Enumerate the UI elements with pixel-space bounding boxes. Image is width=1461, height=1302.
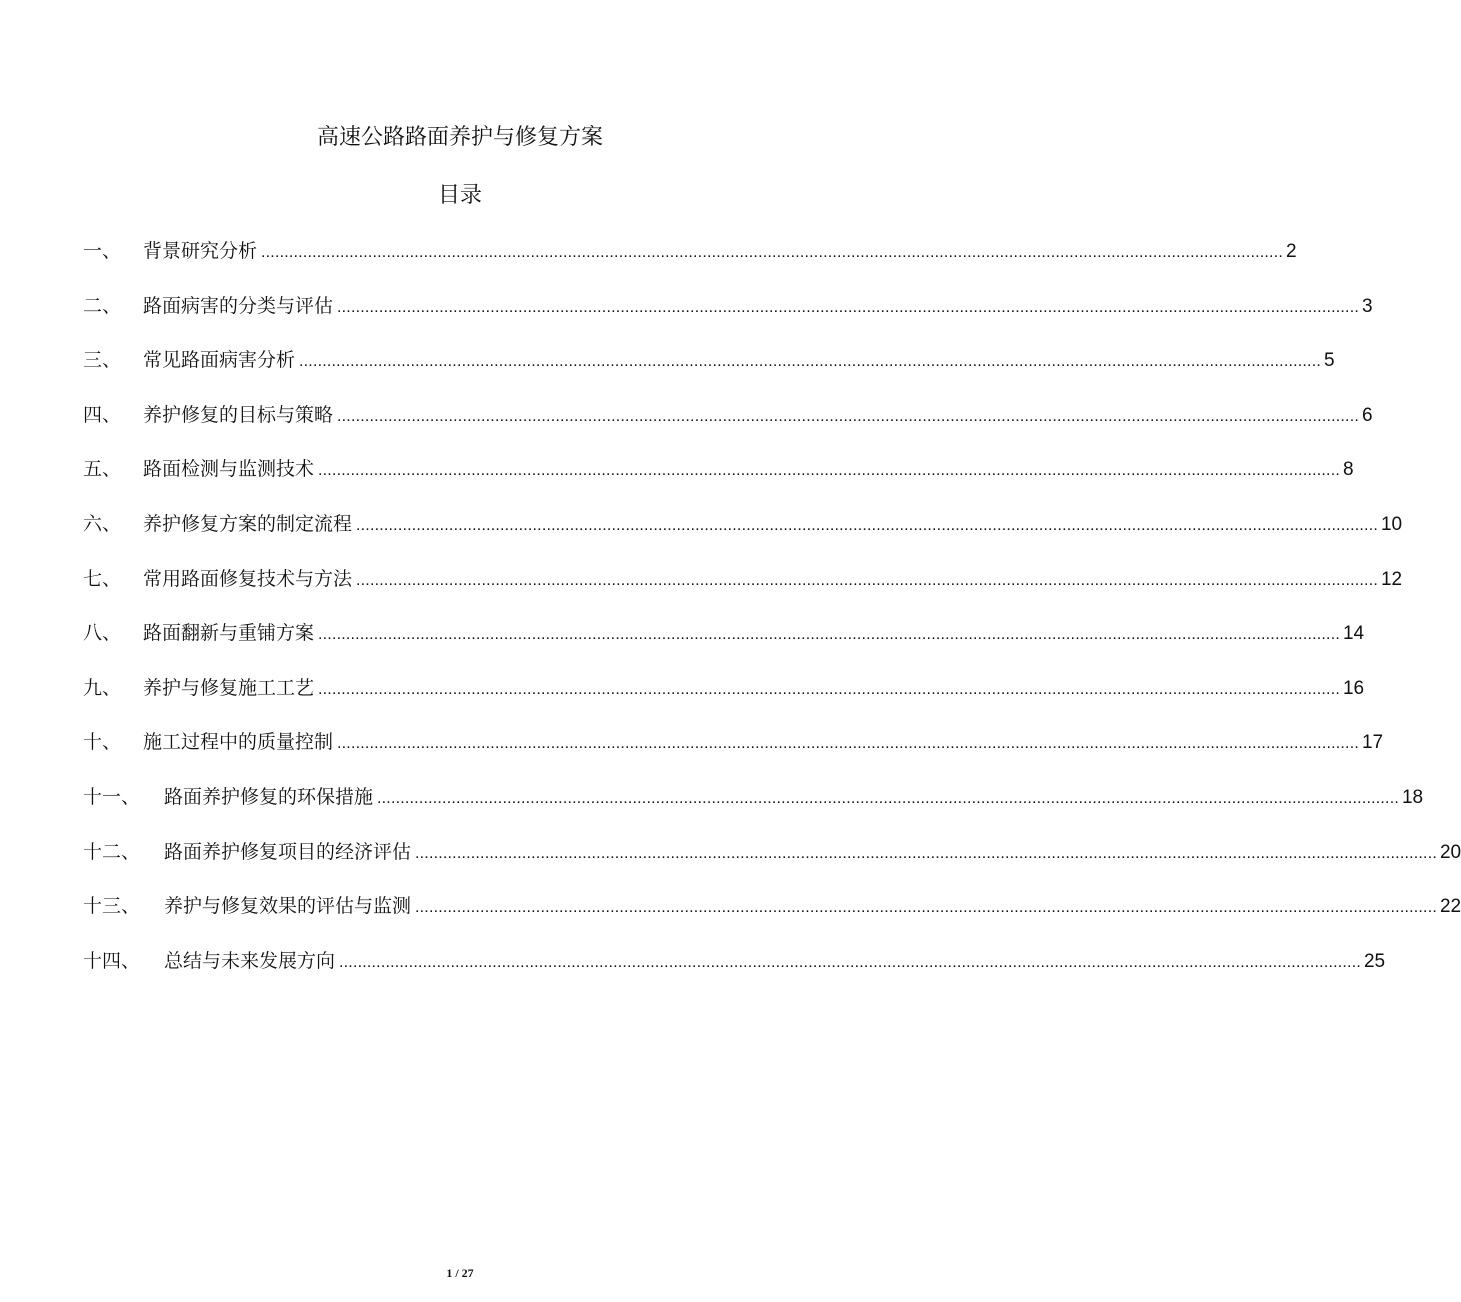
toc-entry-title: 养护修复方案的制定流程 xyxy=(143,512,353,535)
page-number-footer: 1 / 27 xyxy=(446,1266,474,1280)
toc-entry-title: 路面检测与监测技术 xyxy=(143,458,315,481)
toc-entry-number: 六、 xyxy=(83,512,122,535)
toc-entry-page: 5 xyxy=(1323,350,1335,372)
toc-entry[interactable] xyxy=(83,780,1424,835)
toc-leader-dots: ............................................................................................................................................................................................................................ xyxy=(415,844,1437,862)
toc-entry[interactable] xyxy=(83,835,1461,890)
toc-entry[interactable] xyxy=(83,889,1461,944)
toc-entry-page: 2 xyxy=(1285,241,1297,262)
toc-entry-number: 十二、 xyxy=(83,840,141,863)
toc-entry-page: 16 xyxy=(1342,677,1365,699)
toc-entry-page: 12 xyxy=(1380,568,1403,590)
toc-entry-page: 17 xyxy=(1361,732,1384,754)
toc-entry[interactable] xyxy=(83,343,1335,398)
toc-leader-dots: ............................................................................................................................................................................................................................ xyxy=(261,244,1283,261)
toc-leader-dots: ............................................................................................................................................................................................................................ xyxy=(318,626,1340,644)
toc-entry-title: 路面养护修复项目的经济评估 xyxy=(164,840,412,863)
toc-entry-number: 十三、 xyxy=(83,895,141,918)
document-title: 高速公路路面养护与修复方案 xyxy=(316,125,603,150)
toc-entry-title: 路面病害的分类与评估 xyxy=(143,294,334,317)
toc-entry[interactable] xyxy=(83,289,1373,344)
toc-entry-title: 路面养护修复的环保措施 xyxy=(164,785,374,808)
toc-entry-number: 四、 xyxy=(83,403,122,426)
toc-entry-number: 八、 xyxy=(83,622,122,645)
toc-leader-dots: ............................................................................................................................................................................................................................ xyxy=(318,680,1340,698)
toc-entry-page: 8 xyxy=(1342,459,1354,481)
toc-entry-page: 20 xyxy=(1439,841,1461,863)
toc-entry-title: 常见路面病害分析 xyxy=(143,349,296,372)
toc-entry[interactable] xyxy=(83,671,1365,726)
toc-entry-number: 三、 xyxy=(83,349,122,372)
toc-leader-dots: ............................................................................................................................................................................................................................ xyxy=(377,789,1399,807)
toc-entry-number: 二、 xyxy=(83,294,122,317)
toc-leader-dots: ............................................................................................................................................................................................................................ xyxy=(339,953,1361,971)
toc-entry-title: 养护修复的目标与策略 xyxy=(143,403,334,426)
toc-entry-number: 一、 xyxy=(83,240,122,262)
toc-entry[interactable] xyxy=(83,398,1373,453)
toc-entry-title: 总结与未来发展方向 xyxy=(164,949,336,972)
toc-entry-title: 养护与修复效果的评估与监测 xyxy=(164,895,412,918)
toc-leader-dots: ............................................................................................................................................................................................................................ xyxy=(318,462,1340,480)
toc-entry-page: 22 xyxy=(1439,896,1461,918)
toc-entry-number: 七、 xyxy=(83,567,122,590)
toc-leader-dots: ............................................................................................................................................................................................................................ xyxy=(337,407,1359,425)
toc-entry-number: 十一、 xyxy=(83,785,141,808)
toc-entry-page: 6 xyxy=(1361,404,1373,426)
toc-leader-dots: ............................................................................................................................................................................................................................ xyxy=(356,516,1378,534)
toc-entry-number: 十四、 xyxy=(83,949,141,972)
toc-entry-title: 施工过程中的质量控制 xyxy=(143,731,334,754)
toc-entry[interactable] xyxy=(83,944,1386,999)
toc-entry[interactable] xyxy=(83,234,1297,289)
toc-entry-title: 背景研究分析 xyxy=(143,240,258,262)
toc-heading: 目录 xyxy=(437,183,482,208)
toc-entry-title: 常用路面修复技术与方法 xyxy=(143,567,353,590)
toc-leader-dots: ............................................................................................................................................................................................................................ xyxy=(356,571,1378,589)
toc-entry[interactable] xyxy=(83,562,1403,617)
table-of-contents xyxy=(83,234,1461,998)
toc-entry-number: 十、 xyxy=(83,731,122,754)
toc-entry-number: 九、 xyxy=(83,676,122,699)
toc-entry-page: 14 xyxy=(1342,623,1365,645)
toc-entry[interactable] xyxy=(83,452,1354,507)
toc-leader-dots: ............................................................................................................................................................................................................................ xyxy=(415,899,1437,917)
toc-entry-title: 养护与修复施工工艺 xyxy=(143,676,315,699)
toc-entry-page: 10 xyxy=(1380,513,1403,535)
toc-leader-dots: ............................................................................................................................................................................................................................ xyxy=(299,353,1321,371)
toc-entry[interactable] xyxy=(83,725,1384,780)
toc-entry[interactable] xyxy=(83,507,1403,562)
toc-entry-page: 3 xyxy=(1361,295,1373,317)
toc-entry-title: 路面翻新与重铺方案 xyxy=(143,622,315,645)
toc-entry[interactable] xyxy=(83,616,1365,671)
toc-leader-dots: ............................................................................................................................................................................................................................ xyxy=(337,298,1359,316)
toc-entry-number: 五、 xyxy=(83,458,122,481)
toc-leader-dots: ............................................................................................................................................................................................................................ xyxy=(337,735,1359,753)
toc-entry-page: 18 xyxy=(1401,786,1424,808)
toc-entry-page: 25 xyxy=(1363,950,1386,972)
